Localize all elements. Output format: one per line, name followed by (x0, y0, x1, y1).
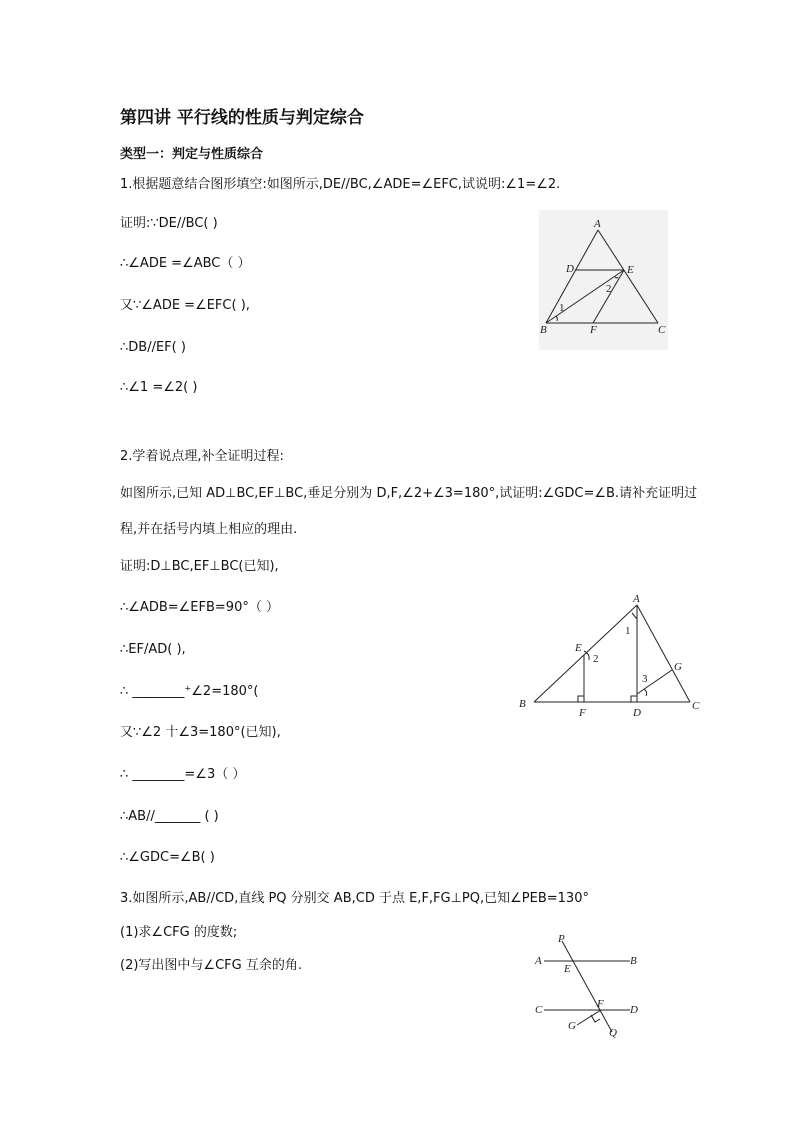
q2-line-2: ∴∠ADB=∠EFB=90°（ ） (120, 600, 279, 615)
q1-fig-label-d: D (566, 263, 574, 275)
q2-line-5: 又∵∠2 十∠3=180°(已知), (120, 725, 281, 740)
q3-fig-label-e: E (564, 963, 571, 975)
q2-line-1: 证明:D⊥BC,EF⊥BC(已知), (120, 559, 279, 574)
q2-line-3: ∴EF/AD( ), (120, 642, 186, 657)
q2-fig-angle-1: 1 (625, 625, 631, 637)
q2-fig-label-g: G (674, 661, 682, 673)
q3-fig-label-d: D (630, 1004, 638, 1016)
q2-line-8: ∴∠GDC=∠B( ) (120, 850, 215, 865)
q1-line-4: ∴DB//EF( ) (120, 340, 186, 355)
q2-text-2: 程,并在括号内填上相应的理由. (120, 522, 298, 537)
q1-fig-label-b: B (540, 324, 547, 336)
q3-fig-label-a: A (535, 955, 542, 967)
q3-fig-label-p: P (558, 933, 565, 945)
q2-fig-label-e: E (575, 642, 582, 654)
q1-line-2: ∴∠ADE =∠ABC（ ） (120, 256, 251, 271)
q3-fig-label-f: F (597, 998, 604, 1010)
q2-fig-label-a: A (633, 593, 640, 605)
section-heading: 类型一：判定与性质综合 (120, 147, 264, 162)
q2-figure (512, 588, 707, 720)
q1-fig-label-a: A (594, 218, 601, 230)
q1-line-3: 又∵∠ADE =∠EFC( ), (120, 298, 250, 313)
page-title: 第四讲 平行线的性质与判定综合 (120, 108, 364, 128)
q3-fig-label-c: C (535, 1004, 543, 1016)
q3-sub-1: (1)求∠CFG 的度数; (120, 925, 238, 940)
q1-fig-label-c: C (658, 324, 666, 336)
q3-figure (528, 928, 648, 1040)
q2-fig-label-d: D (633, 707, 641, 719)
q3-prompt: 3.如图所示,AB//CD,直线 PQ 分别交 AB,CD 于点 E,F,FG⊥PQ,已知∠PEB=130° (120, 891, 589, 906)
q1-fig-label-f: F (590, 324, 597, 336)
q1-prompt: 1.根据题意结合图形填空:如图所示,DE//BC,∠ADE=∠EFC,试说明:∠1=∠2. (120, 177, 561, 192)
q2-line-6: ∴ ________=∠3（ ） (120, 767, 246, 782)
q1-line-5: ∴∠1 =∠2( ) (120, 380, 198, 395)
q1-fig-label-e: E (627, 264, 634, 276)
q2-line-7: ∴AB//_______ ( ) (120, 809, 219, 824)
q2-fig-angle-2: 2 (593, 653, 599, 665)
q1-fig-angle-2: 2 (606, 283, 612, 295)
q2-fig-label-b: B (519, 698, 526, 710)
q2-fig-label-f: F (579, 707, 586, 719)
q3-fig-label-q: Q (609, 1027, 617, 1039)
q1-line-1: 证明:∵DE//BC( ) (120, 216, 218, 231)
q2-fig-angle-3: 3 (642, 673, 648, 685)
q1-fig-angle-1: 1 (559, 302, 565, 314)
q1-figure (539, 210, 668, 350)
q2-line-4: ∴ ________⁺∠2=180°( (120, 684, 259, 699)
q3-fig-label-b: B (630, 955, 637, 967)
q3-sub-2: (2)写出图中与∠CFG 互余的角. (120, 958, 302, 973)
q2-fig-label-c: C (692, 700, 700, 712)
q3-fig-label-g: G (568, 1020, 576, 1032)
q2-prompt: 2.学着说点理,补全证明过程: (120, 449, 284, 464)
q2-text-1: 如图所示,已知 AD⊥BC,EF⊥BC,垂足分别为 D,F,∠2+∠3=180°,试证明:∠GDC=∠B.请补充证明过 (120, 486, 698, 501)
